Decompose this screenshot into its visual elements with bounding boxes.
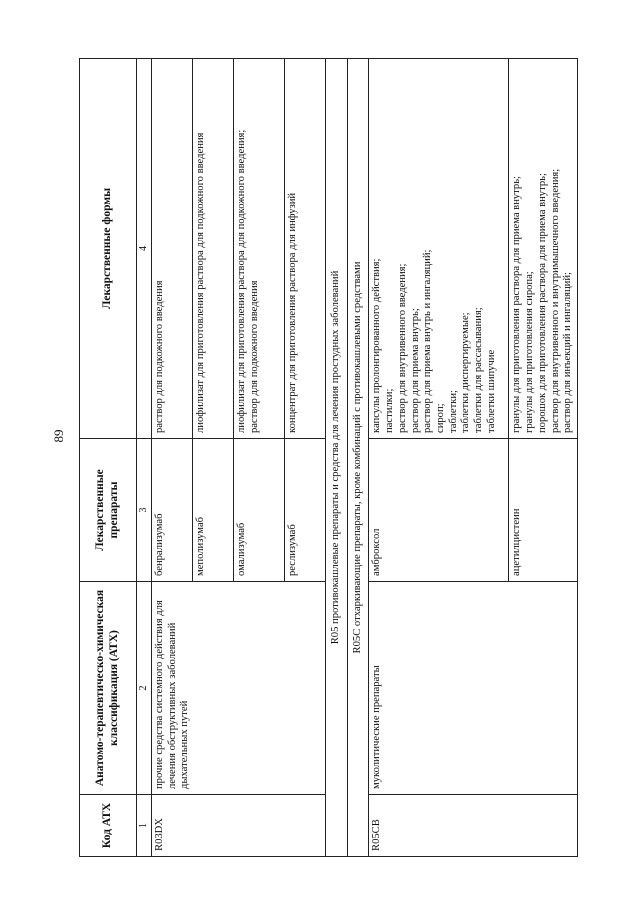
- header-drugs: Лекарственные препараты: [80, 439, 137, 582]
- drug-name: амброксол: [369, 439, 509, 582]
- column-number: 1: [137, 795, 152, 857]
- drug-forms: лиофилизат для приготовления раствора для подкожного введения: [193, 59, 234, 439]
- form-line: гранулы для приготовления раствора для приема внутрь;: [511, 176, 523, 433]
- drug-forms: [369, 59, 509, 439]
- header-row: [80, 59, 137, 857]
- form-line: капсулы пролонгированного действия;: [371, 258, 383, 433]
- form-line: раствор для приема внутрь;: [409, 308, 421, 433]
- form-line: пастилки;: [384, 388, 396, 433]
- form-line: сироп;: [434, 403, 446, 433]
- drug-name: реслизумаб: [285, 439, 326, 582]
- column-number: 3: [137, 439, 152, 582]
- form-line: лиофилизат для приготовления раствора для подкожного введения;: [236, 129, 247, 433]
- drug-name: бенрализумаб: [152, 439, 193, 582]
- section-r05: R05 противокашлевые препараты и средства для лечения простудных заболеваний: [326, 59, 348, 857]
- form-line: таблетки для рассасывания;: [473, 307, 485, 433]
- drug-name: ацетилцистеин: [509, 439, 578, 582]
- table-row: [369, 59, 509, 857]
- column-number-row: [137, 59, 152, 857]
- table-row: [152, 59, 193, 857]
- atc-code: R05CB: [369, 795, 578, 857]
- form-line: таблетки шипучие: [485, 349, 497, 433]
- page-number: 89: [51, 429, 66, 443]
- form-line: таблетки диспергируемые;: [460, 312, 472, 433]
- drug-forms: [509, 59, 578, 439]
- form-line: раствор для приема внутрь и ингаляций;: [422, 249, 434, 433]
- header-classification: Анатомо-терапевтическо-химическая классификация (АТХ): [80, 582, 137, 795]
- drug-table-sheet: [79, 59, 598, 857]
- atc-classification: прочие средства системного действия для лечения обструктивных заболеваний дыхательных путей: [152, 582, 326, 795]
- header-forms: Лекарственные формы: [80, 59, 137, 439]
- form-line: порошок для приготовления раствора для приема внутрь;: [536, 173, 548, 433]
- column-number: 2: [137, 582, 152, 795]
- column-number: 4: [137, 59, 152, 439]
- form-line: таблетки;: [447, 390, 459, 433]
- drug-name: меполизумаб: [193, 439, 234, 582]
- drug-name: омализумаб: [234, 439, 285, 582]
- section-r05c: R05C отхаркивающие препараты, кроме комбинаций с противокашлевыми средствами: [347, 59, 369, 857]
- form-line: раствор для подкожного введения: [248, 280, 260, 433]
- drug-forms: [234, 59, 285, 439]
- form-line: раствор для внутривенного введения;: [396, 263, 408, 433]
- form-line: раствор для инъекций и ингаляций;: [562, 272, 574, 433]
- drug-table: [79, 58, 578, 857]
- section-row: [347, 59, 369, 857]
- form-line: гранулы для приготовления сиропа;: [524, 271, 536, 433]
- drug-forms: концентрат для приготовления раствора для инфузий: [285, 59, 326, 439]
- atc-classification: муколитические препараты: [369, 582, 578, 795]
- header-code: Код АТХ: [80, 795, 137, 857]
- section-row: [326, 59, 348, 857]
- drug-forms: раствор для подкожного введения: [152, 59, 193, 439]
- atc-code: R03DX: [152, 795, 326, 857]
- form-line: раствор для внутривенного и внутримышечного введения;: [549, 168, 561, 433]
